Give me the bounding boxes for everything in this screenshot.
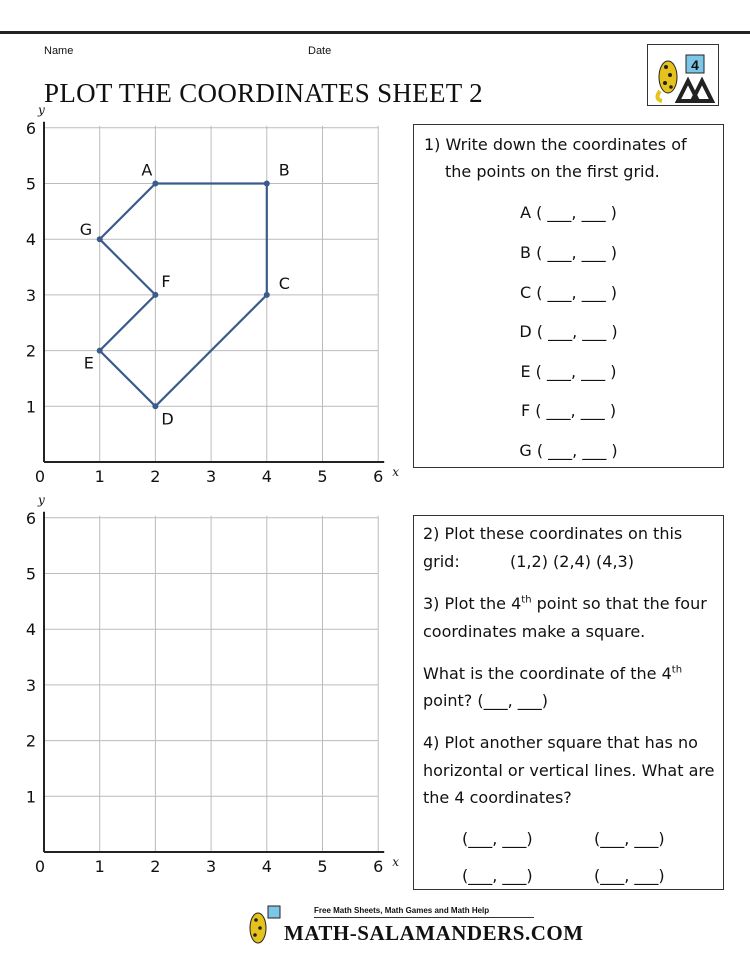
- footer-tagline: Free Math Sheets, Math Games and Math Help: [314, 906, 490, 915]
- salamander-icon: [648, 45, 718, 105]
- grid2-x-tick-label: 3: [206, 857, 217, 876]
- point-label-e: E: [83, 353, 94, 373]
- q1-row-b: B ( ___, ___ ): [520, 243, 617, 262]
- q1-row-d: D ( ___, ___ ): [519, 322, 618, 341]
- point-d: [152, 403, 158, 409]
- grid2-y-tick-label: 2: [25, 731, 36, 751]
- q4-blank-2: (___, ___): [594, 829, 665, 848]
- point-f: [152, 292, 158, 298]
- grid2-y-tick-label: 6: [25, 508, 36, 528]
- q1-row-a: A ( ___, ___ ): [520, 203, 617, 222]
- point-label-b: B: [278, 160, 290, 180]
- point-g: [97, 236, 103, 242]
- grid2-x-tick-label: 2: [150, 857, 161, 876]
- point-label-d: D: [161, 409, 174, 429]
- grid1-x-tick-label: 4: [261, 467, 272, 486]
- q2-grid-label: grid:: [423, 552, 460, 571]
- grid1-y-tick-label: 6: [25, 118, 36, 138]
- grid1-y-tick-label: 1: [25, 397, 36, 417]
- date-label: Date: [308, 45, 332, 57]
- grid2-y-tick-label: 3: [25, 675, 36, 695]
- grid1-y-tick-label: 4: [25, 230, 36, 250]
- point-label-f: F: [161, 271, 171, 291]
- point-label-a: A: [141, 160, 153, 180]
- point-b: [264, 181, 270, 187]
- grid2-y-axis-label: y: [38, 492, 45, 507]
- coordinate-grid-2: [0, 490, 410, 885]
- footer-brand: MATH-SALAMANDERS.COM: [284, 921, 584, 945]
- q2-coords: (1,2) (2,4) (4,3): [510, 552, 634, 571]
- q3-line3: What is the coordinate of the 4th: [423, 664, 683, 683]
- q1-line1: 1) Write down the coordinates of: [424, 135, 687, 154]
- q1-row-e: E ( ___, ___ ): [520, 362, 617, 381]
- q3-line2: coordinates make a square.: [423, 622, 646, 641]
- name-label: Name: [44, 45, 74, 57]
- grid2-x-tick-label: 6: [373, 857, 384, 876]
- salamander-logo: [647, 44, 719, 106]
- q3-line1: 3) Plot the 4th point so that the four: [423, 594, 707, 613]
- q1-row-g: G ( ___, ___ ): [519, 441, 618, 460]
- q4-line3: the 4 coordinates?: [423, 788, 572, 807]
- footer-salamander-icon: [242, 902, 282, 950]
- q4-line1: 4) Plot another square that has no: [423, 733, 698, 752]
- grid1-x-tick-label: 3: [206, 467, 217, 486]
- page-title: PLOT THE COORDINATES SHEET 2: [44, 78, 483, 108]
- grid1-y-tick-label: 5: [25, 174, 36, 194]
- grid2-x-axis-label: x: [392, 855, 399, 869]
- coordinate-grid-1: [0, 100, 410, 495]
- q1-row-c: C ( ___, ___ ): [519, 283, 618, 302]
- grid2-y-tick-label: 5: [25, 564, 36, 584]
- q2-line1: 2) Plot these coordinates on this: [423, 524, 683, 543]
- grid1-x-tick-label: 5: [317, 467, 328, 486]
- logo-grade: 4: [691, 57, 699, 73]
- grid1-x-tick-label: 6: [373, 467, 384, 486]
- q4-blank-4: (___, ___): [594, 866, 665, 885]
- grid1-y-tick-label: 3: [25, 285, 36, 305]
- grid1-x-tick-label: 2: [150, 467, 161, 486]
- grid2-x-tick-label: 1: [94, 857, 105, 876]
- q1-line2: the points on the first grid.: [445, 162, 660, 181]
- grid1-x-tick-label: 1: [94, 467, 105, 486]
- grid2-x-tick-label: 5: [317, 857, 328, 876]
- q1-row-f: F ( ___, ___ ): [520, 401, 617, 420]
- grid2-x-tick-label: 0: [34, 857, 46, 876]
- q4-blank-3: (___, ___): [462, 866, 533, 885]
- grid1-y-axis-label: y: [38, 102, 45, 117]
- q3-line4: point? (___, ___): [423, 691, 549, 710]
- grid1-x-axis-label: x: [392, 465, 399, 479]
- question-2-box: [413, 515, 724, 890]
- point-a: [152, 181, 158, 187]
- grid1-x-tick-label: 0: [34, 467, 46, 486]
- q4-line2: horizontal or vertical lines. What are: [423, 761, 715, 780]
- header-rule: [0, 31, 750, 34]
- grid2-y-tick-label: 4: [25, 620, 36, 640]
- footer: [240, 900, 584, 952]
- point-e: [97, 348, 103, 354]
- question-1-box: [413, 124, 724, 468]
- point-label-g: G: [79, 220, 93, 240]
- q4-blank-1: (___, ___): [462, 829, 533, 848]
- grid2-y-tick-label: 1: [25, 787, 36, 807]
- point-c: [264, 292, 270, 298]
- footer-rule: [314, 917, 534, 918]
- grid2-x-tick-label: 4: [261, 857, 272, 876]
- point-label-c: C: [278, 273, 290, 293]
- grid1-y-tick-label: 2: [25, 341, 36, 361]
